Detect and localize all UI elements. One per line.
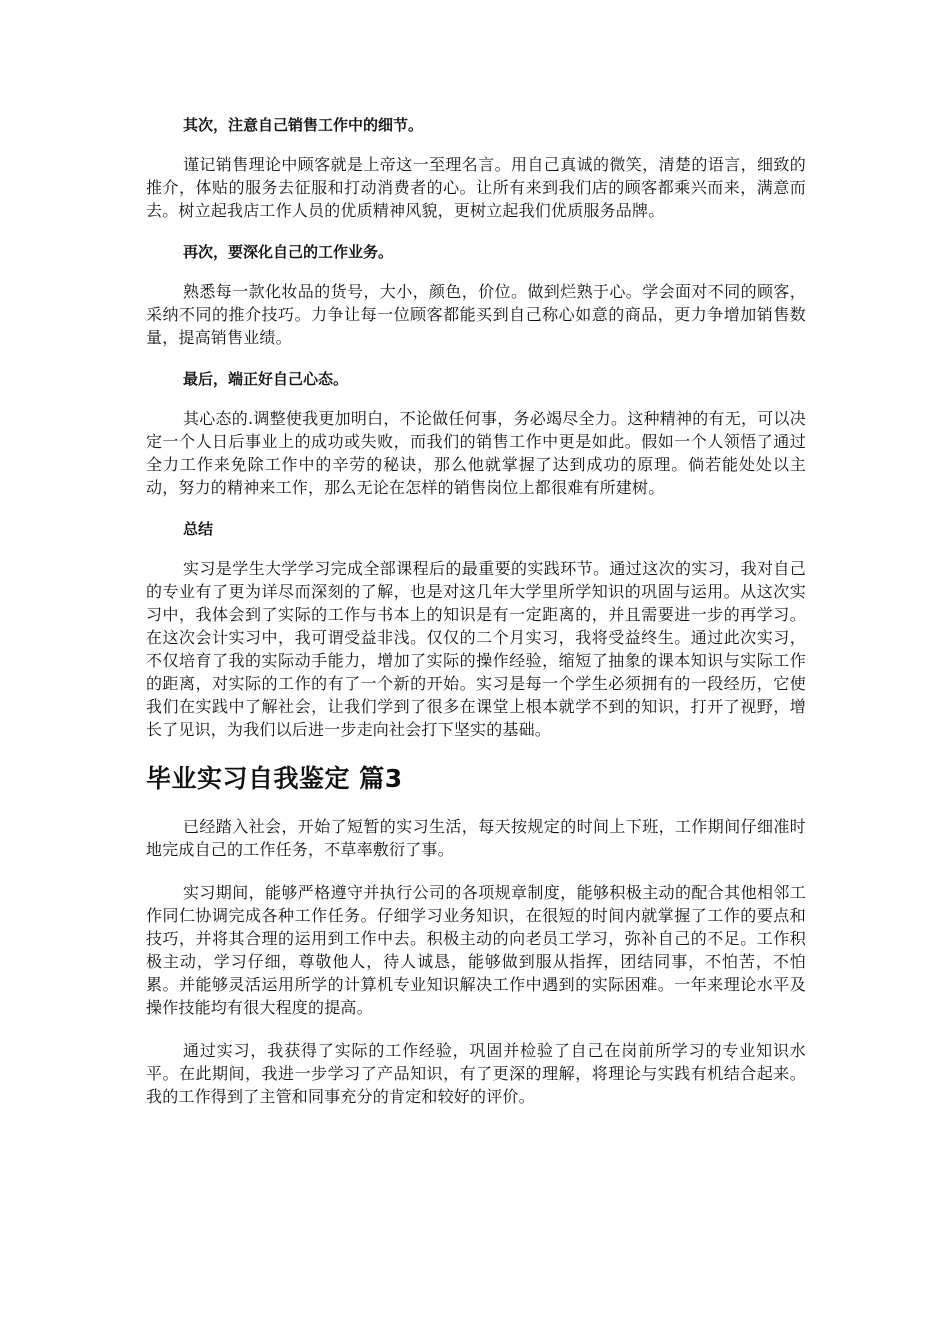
document-page [146, 115, 806, 1108]
part3-paragraph-1: 已经踏入社会，开始了短暂的实习生活，每天按规定的时间上下班，工作期间仔细准时地完成自己的工作任务，不草率敷衍了事。 [146, 817, 806, 859]
section-paragraph-details: 谨记销售理论中顾客就是上帝这一至理名言。用自己真诚的微笑，清楚的语言，细致的推介，体贴的服务去征服和打动消费者的心。让所有来到我们店的顾客都乘兴而来，满意而去。树立起我店工作人员的优质精神风貌，更树立起我们优质服务品牌。 [146, 155, 806, 220]
section-subhead-summary: 总结 [183, 520, 214, 538]
section-subhead-attitude: 最后，端正好自己心态。 [183, 370, 349, 388]
part3-paragraph-3: 通过实习，我获得了实际的工作经验，巩固并检验了自己在岗前所学习的专业知识水平。在此期间，我进一步学习了产品知识，有了更深的理解，将理论与实践有机结合起来。我的工作得到了主管和同事充分的肯定和较好的评价。 [146, 1041, 806, 1106]
section-paragraph-attitude: 其心态的.调整使我更加明白，不论做任何事，务必竭尽全力。这种精神的有无，可以决定一个人日后事业上的成功或失败，而我们的销售工作中更是如此。假如一个人领悟了通过全力工作来免除工作中的辛劳的秘诀，那么他就掌握了达到成功的原理。倘若能处处以主动，努力的精神来工作，那么无论在怎样的销售岗位上都很难有所建树。 [146, 409, 806, 497]
section-subhead-details: 其次，注意自己销售工作中的细节。 [183, 116, 424, 134]
section-paragraph-summary: 实习是学生大学学习完成全部课程后的最重要的实践环节。通过这次的实习，我对自己的专业有了更为详尽而深刻的了解，也是对这几年大学里所学知识的巩固与运用。从这次实习中，我体会到了实际的工作与书本上的知识是有一定距离的，并且需要进一步的再学习。在这次会计实习中，我可谓受益非浅。仅仅的二个月实习，我将受益终生。通过此次实习，不仅培育了我的实际动手能力，增加了实际的操作经验，缩短了抽象的课本知识与实际工作的距离，对实际的工作的有了一个新的开始。实习是每一个学生必须拥有的一段经历，它使我们在实践中了解社会，让我们学到了很多在课堂上根本就学不到的知识，打开了视野，增长了见识，为我们以后进一步走向社会打下坚实的基础。 [146, 559, 806, 739]
section-paragraph-business: 熟悉每一款化妆品的货号，大小，颜色，价位。做到烂熟于心。学会面对不同的顾客，采纳不同的推介技巧。力争让每一位顾客都能买到自己称心如意的商品，更力争增加销售数量，提高销售业绩。 [146, 282, 806, 347]
section-subhead-business: 再次，要深化自己的工作业务。 [183, 243, 394, 261]
part3-paragraph-2: 实习期间，能够严格遵守并执行公司的各项规章制度，能够积极主动的配合其他相邻工作同仁协调完成各种工作任务。仔细学习业务知识，在很短的时间内就掌握了工作的要点和技巧，并将其合理的运用到工作中去。积极主动的向老员工学习，弥补自己的不足。工作积极主动，学习仔细，尊敬他人，待人诚恳，能够做到服从指挥，团结同事，不怕苦，不怕累。并能够灵活运用所学的计算机专业知识解决工作中遇到的实际困难。一年来理论水平及操作技能均有很大程度的提高。 [146, 883, 806, 1017]
chapter-heading: 毕业实习自我鉴定 篇3 [146, 764, 403, 793]
